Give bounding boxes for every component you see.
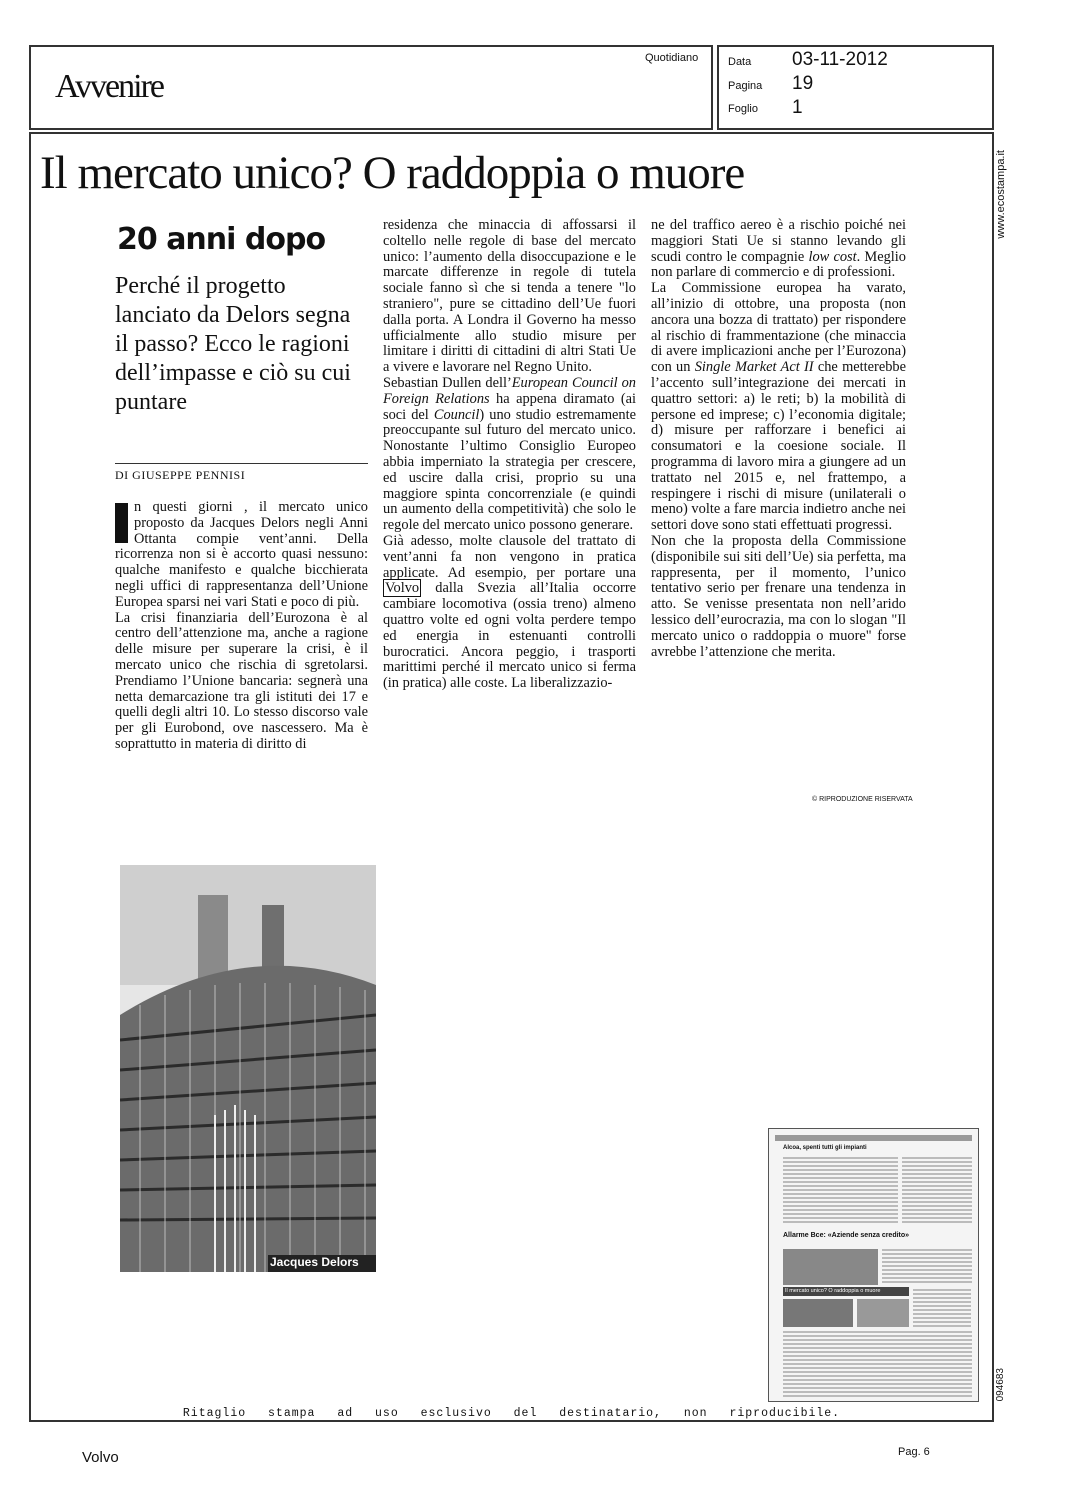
byline [115,468,245,483]
article-kicker: 20 anni dopo [117,222,326,257]
article-subtitle: Perché il progetto lanciato da Delors segna il passo? Ecco le ragioni dell’impasse e ciò su cui puntare [115,273,351,415]
foglio-label: Foglio [728,103,758,115]
page-number: Pag. 6 [898,1446,930,1458]
data-label: Data [728,56,752,68]
page-thumbnail [768,1128,979,1402]
newspaper-logo: Avvenire [55,68,163,105]
thumb-headline-1: Allarme Bce: «Aziende senza credito» [783,1232,910,1239]
article-photo [120,865,376,1272]
building-image [120,865,376,1272]
copyright-notice: © RIPRODUZIONE RISERVATA [812,796,913,803]
thumb-headline-2: Alcoa, spenti tutti gli impianti [783,1145,867,1151]
side-code: 094683 [995,1368,1006,1402]
paragraph: ne del traffico aereo è a rischio poiché nei maggiori Stati Ue si stanno levando gli scudi contro le compagnie low cost. Meglio non parlare di commercio e di professioni. [651,217,906,281]
byline-author: GIUSEPPE PENNISI [132,468,246,482]
keyword-highlight: Volvo [385,580,420,597]
pagina-value: 19 [792,73,814,94]
photo-caption: Jacques Delors [270,1255,359,1269]
paragraph: Non che la proposta della Commissione (disponibile sui siti dell’Ue) sia perfetta, ma rappresenta, per il momento, l’unico tentativo serio per frenare una tendenza in atto. Se venisse presentata non nell’arido lessico dell’eurocrazia, ma con lo slogan "Il mercato unico o raddoppia o muore" forse avrebbe l’attenzione che merita. [651,532,906,660]
paragraph: n questi giorni , il mercato unico proposto da Jacques Delors negli Anni Ottanta compie vent’anni. Della ricorrenza non si è accorto quasi nessuno: qualche manifesto e qualche bicchierata negli uffici di rappresentanza dell’Unione Europea sparsi nei vari Stati e poco di più. [115,499,368,610]
clip-notice: Ritaglio stampa ad uso esclusivo del destinatario, non riproducibile. [182,1407,841,1420]
paragraph: La crisi finanziaria dell’Eurozona è al centro dell’attenzione ma, anche a ragione delle misure per superare la crisi, è il mercato unico che rischia di sgretolarsi. Prendiamo l’Unione bancaria: segnerà una netta demarcazione tra gli istituti dei 17 e quelli degli altri 10. Lo stesso discorso vale per gli Eurobond, ove nascessero. Ma è soprattutto in materia di diritto di [115,609,368,752]
paragraph: residenza che minaccia di affossarsi il coltello nelle regole di base del mercato unico: l’aumento della disoccupazione e le marcate differenze in regole di tutela sociale fanno sì che si tenda a tenere "lo straniero", pure se cittadino dell’Ue fuori dalla porta. A Londra il Governo ha messo ufficialmente allo studio misure per limitare i diritti di cittadini di altri Stati Ue a vivere e lavorare nel Regno Unito. [383,217,636,376]
keyword-label: Volvo [82,1449,119,1466]
foglio-value: 1 [792,97,803,118]
byline-prefix: DI [115,468,129,482]
paragraph: La Commissione europea ha varato, all’inizio di ottobre, una proposta (non ancora una bozza di trattato) per rispondere al rischio di frammentazione (che minaccia di avere implicazioni anche per l’Eurozona) con un Single Market Act II che metterebbe l’accento sull’integrazione dei mercati in quattro settori: a) le reti; b) la mobilità di persone ed imprese; c) l’economia digitale; d) misure per rafforzare i benefici ai consumatori e la coesione sociale. Il programma di lavoro mira a giungere ad un trattato nel 2015 e, nel frattempo, a respingere i rischi di misure (unilaterali o meno) volte a fare marcia indietro anche nei settori dove sono stati effettuati progressi. [651,280,906,534]
drop-cap [115,503,128,543]
article-title: Il mercato unico? O raddoppia o muore [40,147,745,199]
paragraph: Sebastian Dullen dell’European Council on Foreign Relations ha appena diramato (ai soci del Council) uno studio estremamente preoccupante sul futuro del mercato unico. Nonostante l’ultimo Consiglio Europeo abbia imperniato la strategia per crescere, ed uscire dalla crisi, proprio su una maggiore spinta concorrenziale (e quindi un aumento della competitività) che solo le regole del mercato unico possono generare. [383,374,637,534]
article-column-2 [383,218,636,692]
article-column-3 [651,218,906,660]
side-url: www.ecostampa.it [995,150,1007,239]
byline-rule [115,463,368,464]
thumb-headline-3: Il mercato unico? O raddoppia o muore [785,1288,881,1294]
article-column-1 [115,500,368,753]
paragraph: Già adesso, molte clausole del trattato di vent’anni fa non vengono in pratica applicate. Ad esempio, per portare una Volvo dalla Svezia all’Italia occorre cambiare locomotiva (ossia treno) almeno quattro volte ed ogni volta perdere tempo ed energia in estenuanti controlli burocratici. Ancora peggio, i trasporti marittimi perché il mercato unico si ferma (in pratica) alle coste. La liberalizzazio- [383,532,636,692]
publication-type: Quotidiano [645,52,699,64]
data-value: 03-11-2012 [792,49,888,70]
pagina-label: Pagina [728,80,763,92]
